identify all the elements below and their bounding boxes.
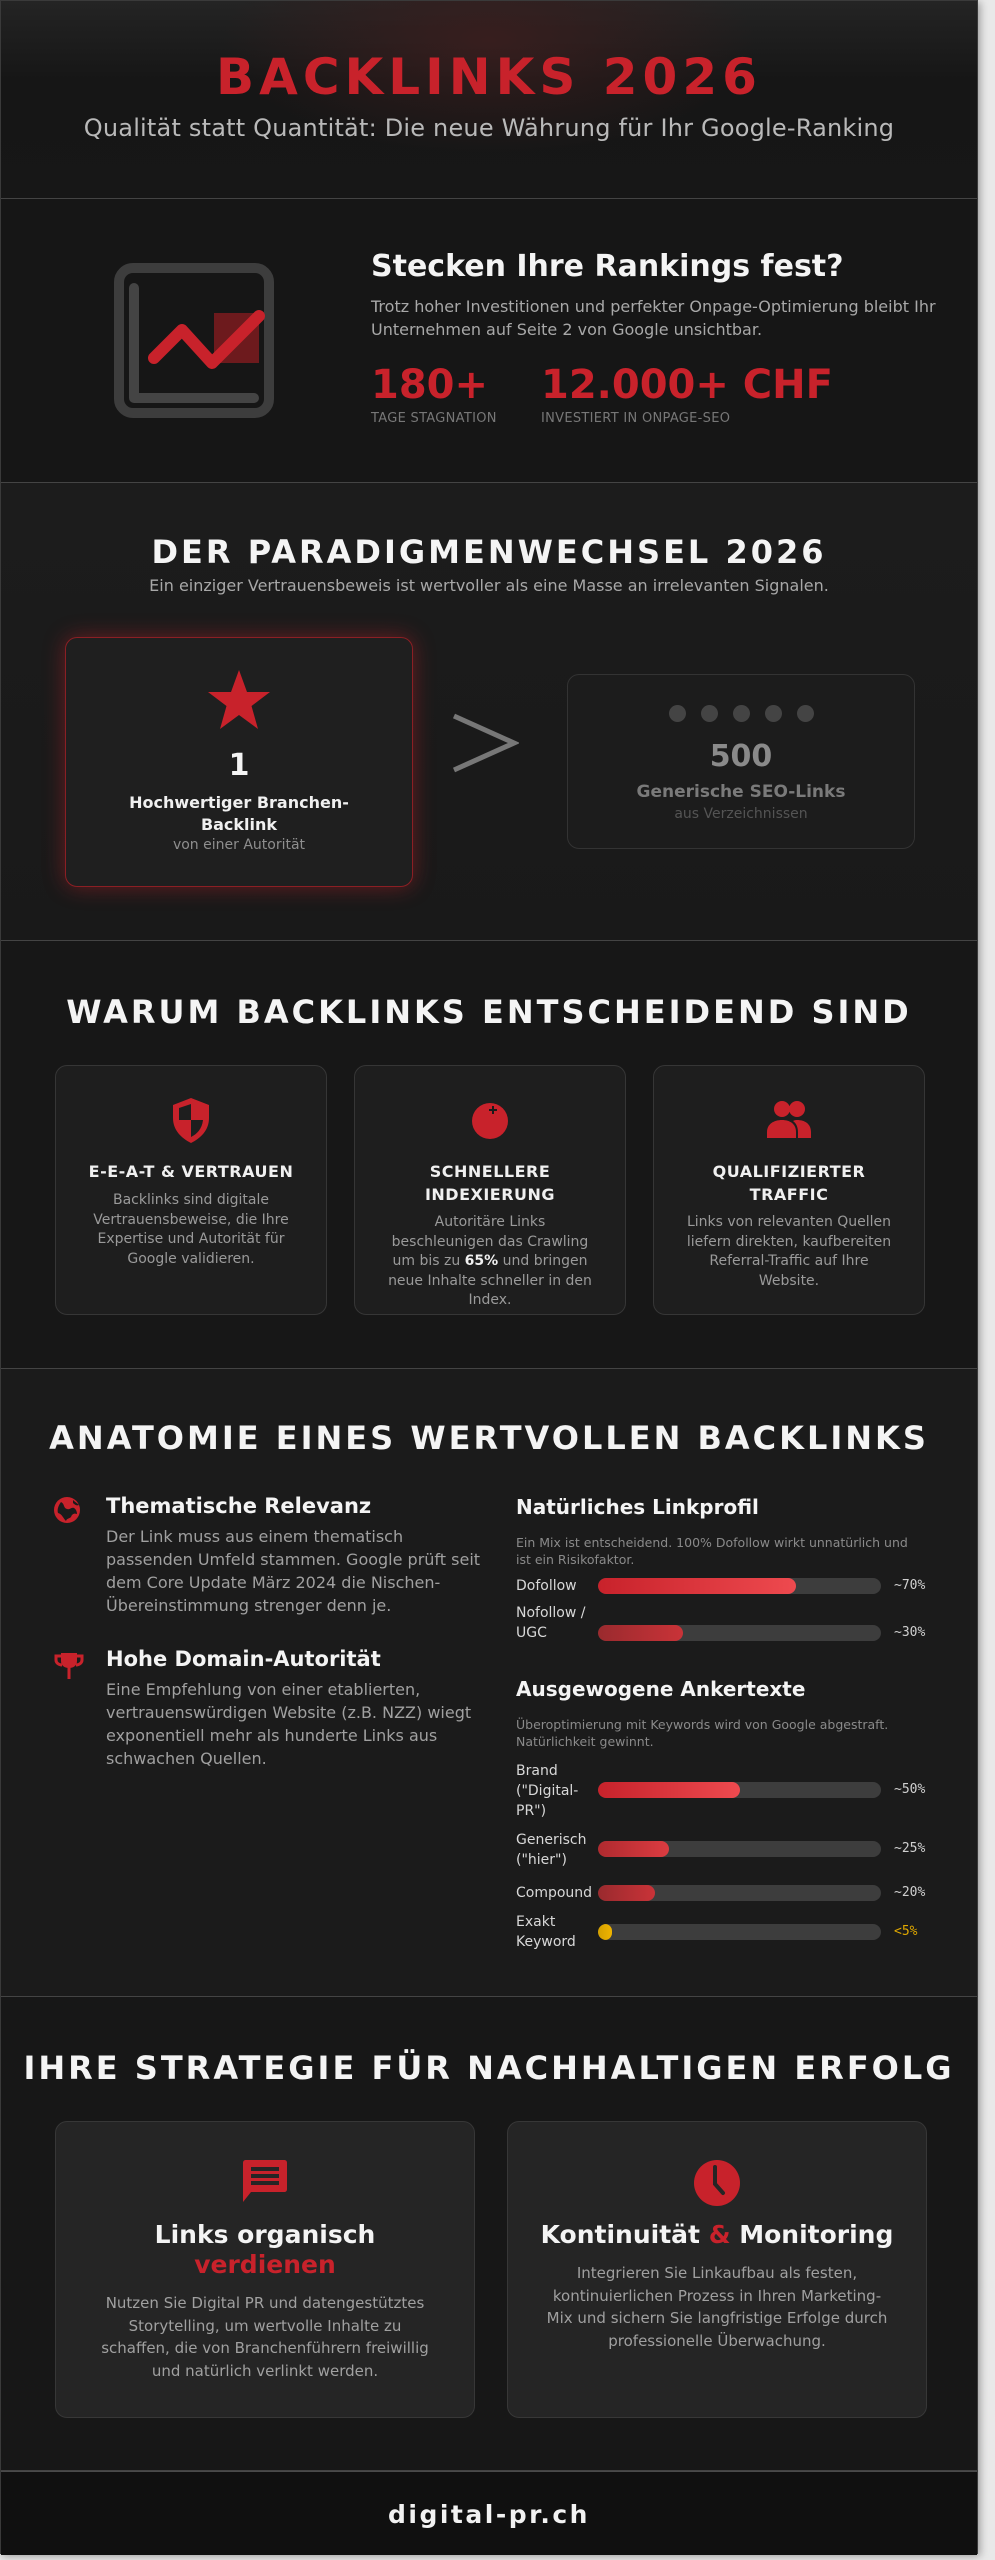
chart-title: Natürliches Linkprofil xyxy=(516,1495,759,1519)
users-icon xyxy=(765,1096,813,1144)
feature-text: Der Link muss aus einem thematisch passenden Umfeld stammen. Google prüft seit dem Core Update März 2024 die Nischen-Übereinstimmung strenger denn je. xyxy=(106,1527,481,1615)
strategy-card-organic xyxy=(55,2121,475,2418)
stat-label: INVESTIERT IN ONPAGE-SEO xyxy=(541,411,731,426)
strategy-card-monitoring xyxy=(507,2121,927,2418)
shield-icon xyxy=(167,1096,215,1144)
quality-number: 1 xyxy=(228,748,250,783)
footer-brand: digital-pr.ch xyxy=(388,2500,590,2529)
card-title: Kontinuität & Monitoring xyxy=(540,2220,894,2249)
bar-value: ~70% xyxy=(894,1578,926,1593)
bomb-icon xyxy=(466,1096,514,1144)
stat-value: 180+ xyxy=(371,362,489,408)
link-profile-chart xyxy=(516,1495,926,1641)
bar-dofollow xyxy=(516,1576,926,1596)
hero-header xyxy=(1,1,977,199)
bar-fill xyxy=(598,1782,740,1798)
footer xyxy=(1,2471,977,2555)
star-icon xyxy=(207,668,271,732)
bar-label: Nofollow / UGC xyxy=(516,1605,586,1641)
bar-generic xyxy=(516,1830,926,1868)
bar-track xyxy=(598,1924,881,1940)
chart-note: Ein Mix ist entscheidend. 100% Dofollow wirkt unnatürlich und ist ein Risikofaktor. xyxy=(516,1535,908,1567)
bar-compound xyxy=(516,1883,926,1903)
bar-exact xyxy=(516,1912,926,1950)
card-text: Links von relevanten Quellen liefern direkten, kaufbereiten Referral-Traffic auf Ihre Website. xyxy=(686,1214,892,1289)
stat-stagnation xyxy=(371,361,497,426)
bar-value: <5% xyxy=(894,1924,918,1939)
feature-title: Hohe Domain-Autorität xyxy=(106,1647,381,1671)
page-subtitle: Qualität statt Quantität: Die neue Währung für Ihr Google-Ranking xyxy=(83,114,895,142)
bar-label: Brand ("Digital-PR") xyxy=(516,1763,579,1819)
bar-fill xyxy=(598,1578,796,1594)
card-text: Autoritäre Links beschleunigen das Crawling um bis zu 65% und bringen neue Inhalte schneller in den Index. xyxy=(388,1214,592,1308)
card-title: Links organisch verdienen xyxy=(154,2220,376,2279)
why-card-eeat xyxy=(55,1065,327,1315)
card-title: QUALIFIZIERTER TRAFFIC xyxy=(712,1162,866,1204)
quality-subtitle: von einer Autorität xyxy=(172,837,306,853)
bar-label: Exakt Keyword xyxy=(516,1914,576,1950)
message-icon xyxy=(239,2157,291,2209)
bar-track xyxy=(598,1885,881,1901)
card-title: E-E-A-T & VERTRAUEN xyxy=(88,1162,294,1181)
feature-text: Eine Empfehlung von einer etablierten, vertrauenswürdigen Website (z.B. NZZ) wiegt exponentiell mehr als hunderte Links aus schwachen Quellen. xyxy=(106,1680,472,1768)
bar-value: ~20% xyxy=(894,1885,926,1900)
stat-label: TAGE STAGNATION xyxy=(371,411,497,426)
bar-track xyxy=(598,1578,881,1594)
bar-value: ~30% xyxy=(894,1625,926,1640)
bar-track xyxy=(598,1625,881,1641)
why-card-traffic xyxy=(653,1065,925,1315)
bar-value: ~50% xyxy=(894,1782,926,1797)
title-accent: verdienen xyxy=(194,2250,336,2279)
chart-line-icon xyxy=(114,263,274,418)
greater-than-icon xyxy=(449,713,519,773)
bar-fill xyxy=(598,1841,669,1857)
quantity-subtitle: aus Verzeichnissen xyxy=(674,806,808,822)
problem-description: Trotz hoher Investitionen und perfekter Onpage-Optimierung bleibt Ihr Unternehmen auf Seite 2 von Google unsichtbar. xyxy=(371,297,936,339)
bar-brand xyxy=(516,1761,926,1819)
card-title: SCHNELLERE INDEXIERUNG xyxy=(424,1162,556,1204)
clock-icon xyxy=(691,2157,743,2209)
bar-track xyxy=(598,1782,881,1798)
quantity-title: Generische SEO-Links xyxy=(636,782,846,802)
section-subtitle: Ein einziger Vertrauensbeweis ist wertvoller als eine Masse an irrelevanten Signalen. xyxy=(149,576,829,595)
section-title: ANATOMIE EINES WERTVOLLEN BACKLINKS xyxy=(49,1419,929,1457)
quality-title: Hochwertiger Branchen-Backlink xyxy=(129,793,349,834)
quantity-number: 500 xyxy=(709,739,773,774)
bar-value: ~25% xyxy=(894,1841,926,1856)
chart-note: Überoptimierung mit Keywords wird von Google abgestraft. Natürlichkeit gewinnt. xyxy=(516,1717,889,1749)
section-title: DER PARADIGMENWECHSEL 2026 xyxy=(151,533,827,571)
problem-title: Stecken Ihre Rankings fest? xyxy=(371,249,844,284)
bar-fill xyxy=(598,1625,683,1641)
trophy-icon xyxy=(53,1649,85,1681)
anchor-text-chart xyxy=(516,1677,926,1950)
globe-icon xyxy=(53,1496,85,1528)
chart-title: Ausgewogene Ankertexte xyxy=(516,1677,806,1701)
bar-fill xyxy=(598,1885,655,1901)
card-text: Nutzen Sie Digital PR und datengestütztes Storytelling, um wertvolle Inhalte zu schaffen, die von Branchenführern freiwillig und natürlich verlinkt werden. xyxy=(101,2294,429,2380)
card-text: Integrieren Sie Linkaufbau als festen, kontinuierlichen Prozess in Ihren Marketing-Mix und sichern Sie langfristige Erfolge durch professionelle Überwachung. xyxy=(546,2264,888,2350)
quantity-card xyxy=(567,674,915,849)
feature-title: Thematische Relevanz xyxy=(106,1494,372,1518)
highlight-value: 65% xyxy=(464,1253,499,1269)
bar-label: Compound xyxy=(516,1885,593,1901)
bar-track xyxy=(598,1841,881,1857)
stat-investment xyxy=(541,361,833,426)
card-text: Backlinks sind digitale Vertrauensbeweise, die Ihre Expertise und Autorität für Google validieren. xyxy=(93,1192,289,1267)
section-title: WARUM BACKLINKS ENTSCHEIDEND SIND xyxy=(66,993,912,1031)
bar-label: Dofollow xyxy=(516,1578,577,1594)
dots-icon xyxy=(568,705,914,722)
bar-label: Generisch ("hier") xyxy=(516,1832,587,1868)
stat-value: 12.000+ CHF xyxy=(541,362,833,408)
page-title: BACKLINKS 2026 xyxy=(216,48,762,106)
section-title: IHRE STRATEGIE FÜR NACHHALTIGEN ERFOLG xyxy=(23,2049,955,2087)
bar-nofollow xyxy=(516,1603,926,1641)
bar-fill xyxy=(598,1924,612,1940)
quality-card xyxy=(65,637,413,887)
why-card-indexing xyxy=(354,1065,626,1315)
